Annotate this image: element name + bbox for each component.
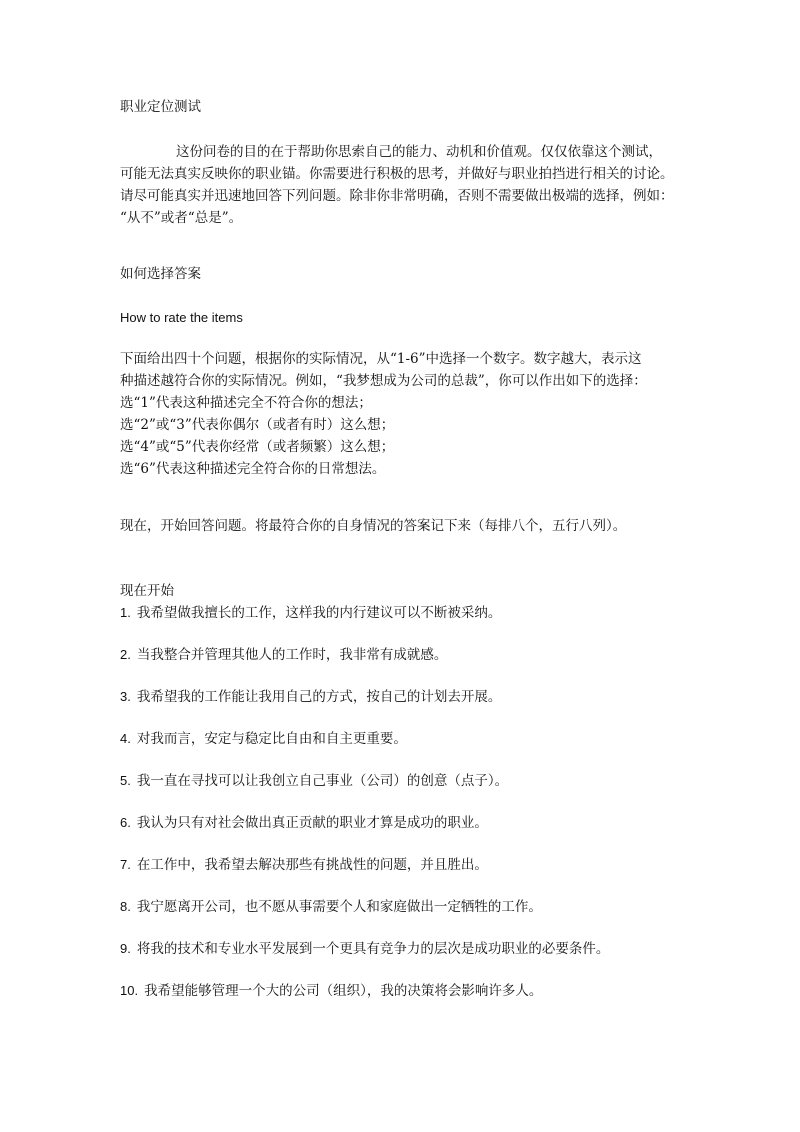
question-number: 1. <box>120 605 131 620</box>
rating-line: 选“1”代表这种描述完全不符合你的想法； <box>120 395 372 411</box>
question-text: 我希望我的工作能让我用自己的方式，按自己的计划去开展。 <box>136 689 502 705</box>
question-number: 8. <box>120 899 131 914</box>
question-text: 我希望做我擅长的工作，这样我的内行建议可以不断被采纳。 <box>136 605 502 621</box>
intro-line: 可能无法真实反映你的职业锚。你需要进行积极的思考，并做好与职业拍挡进行相关的讨论。 <box>120 166 674 182</box>
question-text: 在工作中，我希望去解决那些有挑战性的问题，并且胜出。 <box>136 857 488 873</box>
question-item <box>120 686 690 708</box>
question-number: 2. <box>120 647 131 662</box>
question-text: 将我的技术和专业水平发展到一个更具有竞争力的层次是成功职业的必要条件。 <box>136 941 610 957</box>
question-item <box>120 896 690 918</box>
question-item <box>120 602 690 624</box>
rating-line: 选“2”或“3”代表你偶尔（或者有时）这么想； <box>120 417 395 433</box>
question-text: 我希望能够管理一个大的公司（组织），我的决策将会影响许多人。 <box>144 983 543 999</box>
question-item <box>120 854 690 876</box>
question-item <box>120 770 690 792</box>
question-number: 10. <box>120 983 139 998</box>
rating-line: 下面给出四十个问题，根据你的实际情况，从“1-6”中选择一个数字。数字越大，表示这 <box>120 351 642 367</box>
intro-line: 请尽可能真实并迅速地回答下列问题。除非你非常明确，否则不需要做出极端的选择，例如： <box>120 188 674 204</box>
question-number: 5. <box>120 773 131 788</box>
rating-line: 选“4”或“5”代表你经常（或者频繁）这么想； <box>120 439 395 455</box>
question-text: 当我整合并管理其他人的工作时，我非常有成就感。 <box>136 647 448 663</box>
question-item <box>120 728 690 750</box>
question-number: 3. <box>120 689 131 704</box>
rating-line: 种描述越符合你的实际情况。例如，“我梦想成为公司的总裁”，你可以作出如下的选择： <box>120 373 647 389</box>
start-instruction: 现在，开始回答问题。将最符合你的自身情况的答案记下来（每排八个，五行八列）。 <box>120 518 627 534</box>
question-item <box>120 644 690 666</box>
question-item <box>120 938 690 960</box>
rating-line: 选“6”代表这种描述完全符合你的日常想法。 <box>120 461 386 477</box>
question-number: 9. <box>120 941 131 956</box>
question-number: 4. <box>120 731 131 746</box>
question-text: 我认为只有对社会做出真正贡献的职业才算是成功的职业。 <box>136 815 488 831</box>
intro-paragraph <box>120 141 690 229</box>
section-heading-how-en: How to rate the items <box>120 310 243 325</box>
question-number: 6. <box>120 815 131 830</box>
question-text: 我宁愿离开公司，也不愿从事需要个人和家庭做出一定牺牲的工作。 <box>136 899 542 915</box>
intro-line: “从不”或者“总是”。 <box>120 210 243 226</box>
intro-line: 这份问卷的目的在于帮助你思索自己的能力、动机和价值观。仅仅依靠这个测试， <box>176 144 662 160</box>
section-heading-how: 如何选择答案 <box>120 266 201 282</box>
start-label: 现在开始 <box>120 583 174 599</box>
question-text: 对我而言，安定与稳定比自由和自主更重要。 <box>136 731 407 747</box>
rating-instructions <box>120 348 690 480</box>
page-title: 职业定位测试 <box>120 99 201 115</box>
question-item <box>120 812 690 834</box>
question-number: 7. <box>120 857 131 872</box>
question-item <box>120 980 690 1002</box>
question-text: 我一直在寻找可以让我创立自己事业（公司）的创意（点子）。 <box>136 773 509 789</box>
